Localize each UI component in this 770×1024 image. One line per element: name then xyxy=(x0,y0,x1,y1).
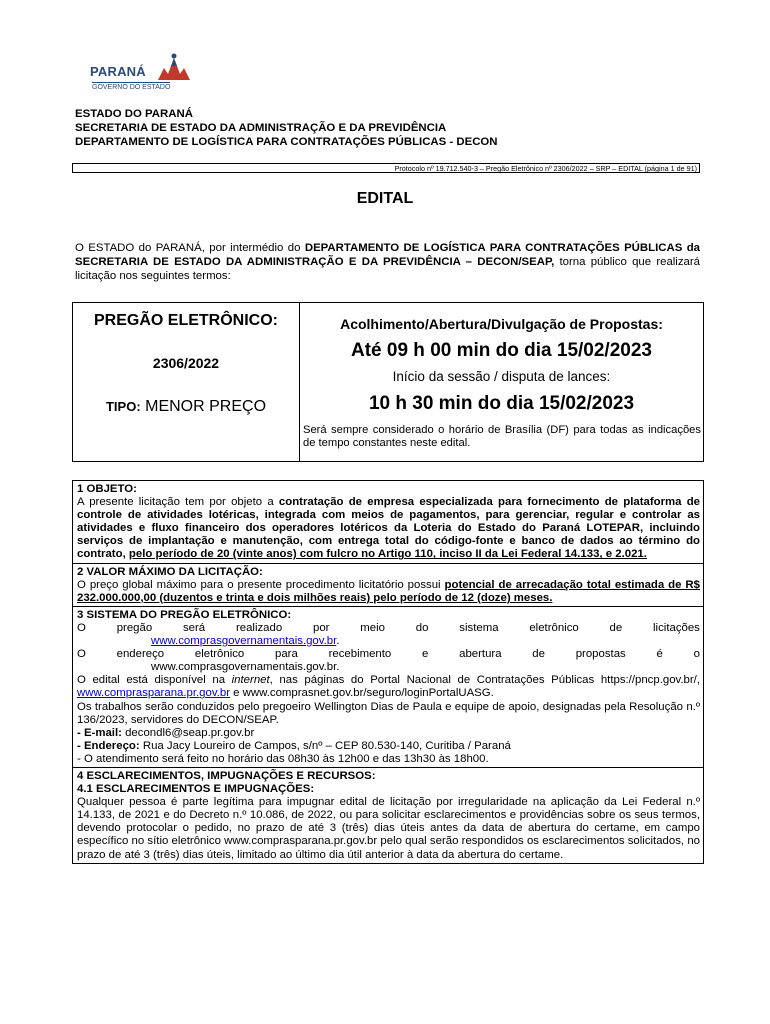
section-title: 3 SISTEMA DO PREGÃO ELETRÔNICO: xyxy=(77,608,292,621)
word: pregão xyxy=(116,621,153,634)
section-body: Qualquer pessoa é parte legítima para impugnar edital de licitação por irregularidade na aplicação da Lei Federal n.º 14.133, de 2021 e do Decreto n.º 10.086, de 2022, ou para solicitar esclarecimentos e providências sobre os seus termos, devendo protocolar o pedido, no prazo de até 3 (três) dias úteis antes da data de abertura do certame, em campo específico no sítio eletrônico www.comprasparana.pr.gov.br pelo qual serão respondidos os esclarecimentos solicitados, no prazo de até 3 (três) dias úteis, limitado ao último dia útil anterior à data da abertura do certame. xyxy=(77,796,700,861)
session-start-time: 10 h 30 min do dia 15/02/2023 xyxy=(368,393,635,414)
section-body xyxy=(77,496,700,561)
logo-subtitle: GOVERNO DO ESTADO xyxy=(92,84,171,91)
punctuation: . xyxy=(336,635,340,648)
protocol-bar: Protocolo nº 19.712.540-3 – Pregão Eletrônico nº 2306/2022 – SRP – EDITAL (página 1 de 91) xyxy=(72,163,700,173)
word: será xyxy=(182,621,206,634)
service-hours: - O atendimento será feito no horário das 08h30 às 12h00 e das 13h30 às 18h00. xyxy=(77,752,489,765)
pregao-title: PREGÃO ELETRÔNICO: xyxy=(93,312,278,329)
tipo-label: TIPO: xyxy=(105,399,141,414)
word: de xyxy=(609,621,623,634)
summary-right-cell xyxy=(300,303,703,461)
address-value: Rua Jacy Loureiro de Campos, s/nº – CEP 80.530-140, Curitiba / Paraná xyxy=(139,739,511,752)
word: realizado xyxy=(235,621,283,634)
header-state: ESTADO DO PARANÁ xyxy=(75,108,193,120)
intro-text-1: O ESTADO do PARANÁ, por intermédio do xyxy=(75,242,305,254)
word: recebimento xyxy=(328,648,392,661)
tipo-line xyxy=(73,398,299,416)
comprasparana-link[interactable]: www.comprasparana.pr.gov.br xyxy=(77,687,230,700)
section-underlined-text: pelo período de 20 (vinte anos) com fulcro no Artigo 110, inciso II da Lei Federal 14.133, e 2.021. xyxy=(128,548,647,561)
summary-left-cell xyxy=(73,303,300,461)
word: de xyxy=(532,648,545,661)
section-text: A presente licitação tem por objeto a xyxy=(77,496,279,509)
sections-table xyxy=(72,480,704,864)
indented-line: www.comprasgovernamentais.gov.br. xyxy=(151,661,340,674)
word: sistema xyxy=(459,621,499,634)
edital-availability xyxy=(77,674,700,700)
document-header xyxy=(75,107,498,149)
word: do xyxy=(415,621,429,634)
word: e xyxy=(422,648,429,661)
word: O xyxy=(77,648,86,661)
word: meio xyxy=(360,621,385,634)
email-label: - E-mail: xyxy=(77,726,122,739)
intro-bold: DEPARTAMENTO DE LOGÍSTICA PARA CONTRATAÇÕES PÚBLICAS da SECRETARIA DE ESTADO DA ADMINISTRAÇÃO E DA PREVIDÊNCIA – DECON/SEAP, xyxy=(75,242,700,268)
word: O xyxy=(77,621,86,634)
summary-box xyxy=(72,302,704,462)
email-line xyxy=(77,727,700,740)
section-sistema xyxy=(73,607,703,768)
intro-text-2: torna público que realizará licitação nos seguintes termos: xyxy=(75,256,700,282)
section-esclarecimentos xyxy=(73,768,703,863)
section-objeto xyxy=(73,481,703,564)
italic-text: internet xyxy=(231,674,270,687)
indented-line xyxy=(77,635,700,648)
word: para xyxy=(275,648,298,661)
spread-row-1 xyxy=(77,622,700,635)
acolhimento-label: Acolhimento/Abertura/Divulgação de Propostas: xyxy=(340,316,663,332)
trabalhos-paragraph: Os trabalhos serão conduzidos pelo pregoeiro Wellington Dias de Paula e equipe de apoio, designadas pela Resolução n.º 136/2023, servidores do DECON/SEAP. xyxy=(77,700,700,726)
section-body xyxy=(77,579,700,605)
word: o xyxy=(693,648,700,661)
address-label: - Endereço: xyxy=(77,739,140,752)
comprasgov-link[interactable]: www.comprasgovernamentais.gov.br xyxy=(151,635,337,648)
word: licitações xyxy=(653,621,700,634)
logo-wordmark: PARANÁ xyxy=(90,64,146,79)
section-title: 4 ESCLARECIMENTOS, IMPUGNAÇÕES E RECURSOS: xyxy=(77,769,376,782)
word: é xyxy=(656,648,663,661)
section-underlined-text: potencial de arrecadação total estimada de R$ 232.000.000,00 (duzentos e trinta e dois milhões reais) pelo período de 12 (doze) meses. xyxy=(77,578,700,604)
document-title: EDITAL xyxy=(356,190,414,207)
header-secretariat: SECRETARIA DE ESTADO DA ADMINISTRAÇÃO E DA PREVIDÊNCIA xyxy=(75,122,447,134)
proposal-deadline: Até 09 h 00 min do dia 15/02/2023 xyxy=(351,340,652,361)
timezone-note: Será sempre considerado o horário de Brasília (DF) para todas as indicações de tempo constantes neste edital. xyxy=(303,424,701,449)
address-line xyxy=(77,740,700,753)
word: endereço xyxy=(116,648,165,661)
word: eletrônico xyxy=(194,648,245,661)
header-department: DEPARTAMENTO DE LOGÍSTICA PARA CONTRATAÇÕES PÚBLICAS - DECON xyxy=(75,136,498,148)
session-start-label: Início da sessão / disputa de lances: xyxy=(392,369,611,384)
section-text: e www.comprasnet.gov.br/seguro/loginPortalUASG. xyxy=(230,687,494,700)
intro-paragraph xyxy=(75,241,700,283)
pregao-number: 2306/2022 xyxy=(152,355,220,371)
spread-row-2 xyxy=(77,648,700,661)
section-valor xyxy=(73,564,703,607)
word: propostas xyxy=(575,648,626,661)
word: por xyxy=(313,621,330,634)
word: eletrônico xyxy=(529,621,579,634)
section-subtitle: 4.1 ESCLARECIMENTOS E IMPUGNAÇÕES: xyxy=(77,783,315,796)
section-title: 1 OBJETO: xyxy=(77,483,137,495)
email-value: decondl6@seap.pr.gov.br xyxy=(121,726,255,739)
section-text: O edital está disponível na xyxy=(77,674,232,687)
section-bold-text: contratação de empresa especializada para fornecimento de plataforma de controle de atividades lotéricas, integrada com meios de pagamentos, para gerenciar, regular e controlar as atividades e fluxo financeiro dos operadores lotéricos da Loteria do Estado do Paraná LOTEPAR, incluindo serviços de implantação e manutenção, com entrega total do código-fonte e banco de dados ao término do contrato, xyxy=(77,496,700,561)
section-text: O preço global máximo para o presente procedimento licitatório possui xyxy=(77,578,445,591)
state-crest-icon xyxy=(154,52,194,82)
word: abertura xyxy=(459,648,502,661)
section-title: 2 VALOR MÁXIMO DA LICITAÇÃO: xyxy=(77,565,263,578)
tipo-value: MENOR PREÇO xyxy=(145,398,267,415)
parana-logo xyxy=(90,52,200,96)
section-text: , nas páginas do Portal Nacional de Contratações Públicas https://pncp.gov.br/, xyxy=(269,674,701,687)
